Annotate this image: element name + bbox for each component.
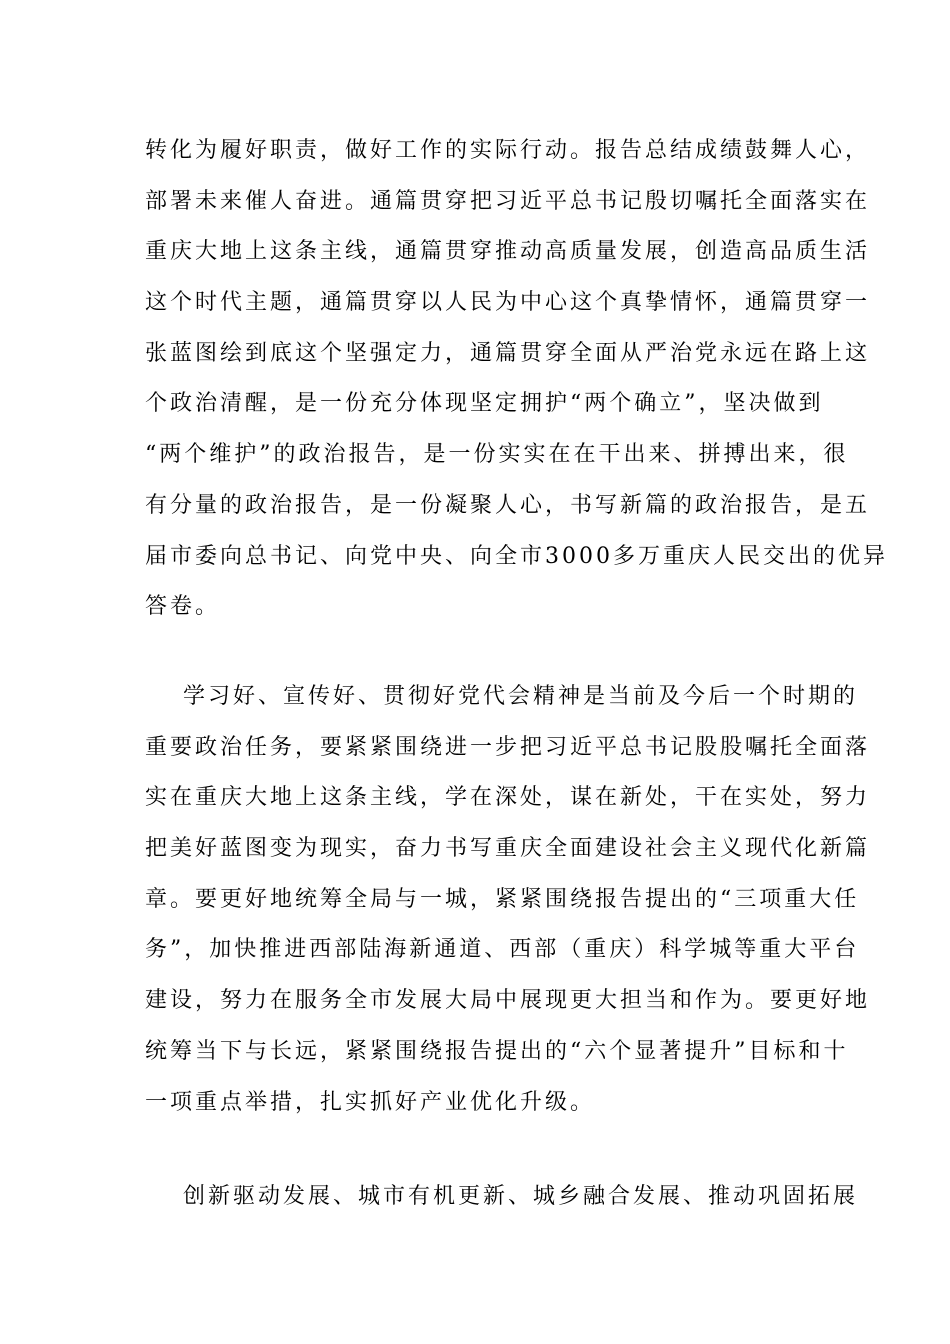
paragraph-2 xyxy=(145,672,871,1128)
text-line: 张蓝图绘到底这个坚强定力，通篇贯穿全面从严治党永远在路上这 xyxy=(145,340,871,366)
text-line: 章。要更好地统筹全局与一城，紧紧围绕报告提出的“三项重大任 xyxy=(145,886,860,912)
paragraph-3 xyxy=(145,1172,859,1223)
text-line: 重庆大地上这条主线，通篇贯穿推动高质量发展，创造高品质生活 xyxy=(145,239,871,265)
text-line: 实在重庆大地上这条主线，学在深处，谋在新处，干在实处，努力 xyxy=(145,785,871,811)
text-line: 部署未来催人奋进。通篇贯穿把习近平总书记殷切嘱托全面落实在 xyxy=(145,188,871,214)
text-line: 把美好蓝图变为现实，奋力书写重庆全面建设社会主义现代化新篇 xyxy=(145,836,871,862)
text-line: 一项重点举措，扎实抓好产业优化升级。 xyxy=(145,1089,596,1115)
text-line: 个政治清醒，是一份充分体现坚定拥护“两个确立”，坚决做到 xyxy=(145,391,824,417)
text-line: 届市委向总书记、向党中央、向全市3000多万重庆人民交出的优异 xyxy=(145,543,888,569)
text-line: 学习好、宣传好、贯彻好党代会精神是当前及今后一个时期的 xyxy=(183,684,859,709)
text-line: 重要政治任务，要紧紧围绕进一步把习近平总书记股股嘱托全面落 xyxy=(145,734,871,760)
paragraph-1 xyxy=(145,126,888,633)
text-line: 务”，加快推进西部陆海新通道、西部（重庆）科学城等重大平台 xyxy=(145,937,860,963)
text-line: 统筹当下与长远，紧紧围绕报告提出的“六个显著提升”目标和十 xyxy=(145,1038,849,1064)
text-line: 建设，努力在服务全市发展大局中展现更大担当和作为。要更好地 xyxy=(145,988,871,1014)
text-line: 创新驱动发展、城市有机更新、城乡融合发展、推动巩固拓展 xyxy=(183,1184,859,1209)
text-line: 答卷。 xyxy=(145,594,221,620)
text-line: “两个维护”的政治报告，是一份实实在在干出来、拼搏出来，很 xyxy=(145,442,849,468)
text-line: 转化为履好职责，做好工作的实际行动。报告总结成绩鼓舞人心， xyxy=(145,138,871,163)
text-line: 有分量的政治报告，是一份凝聚人心，书写新篇的政治报告，是五 xyxy=(145,492,871,518)
text-line: 这个时代主题，通篇贯穿以人民为中心这个真挚情怀，通篇贯穿一 xyxy=(145,290,871,316)
